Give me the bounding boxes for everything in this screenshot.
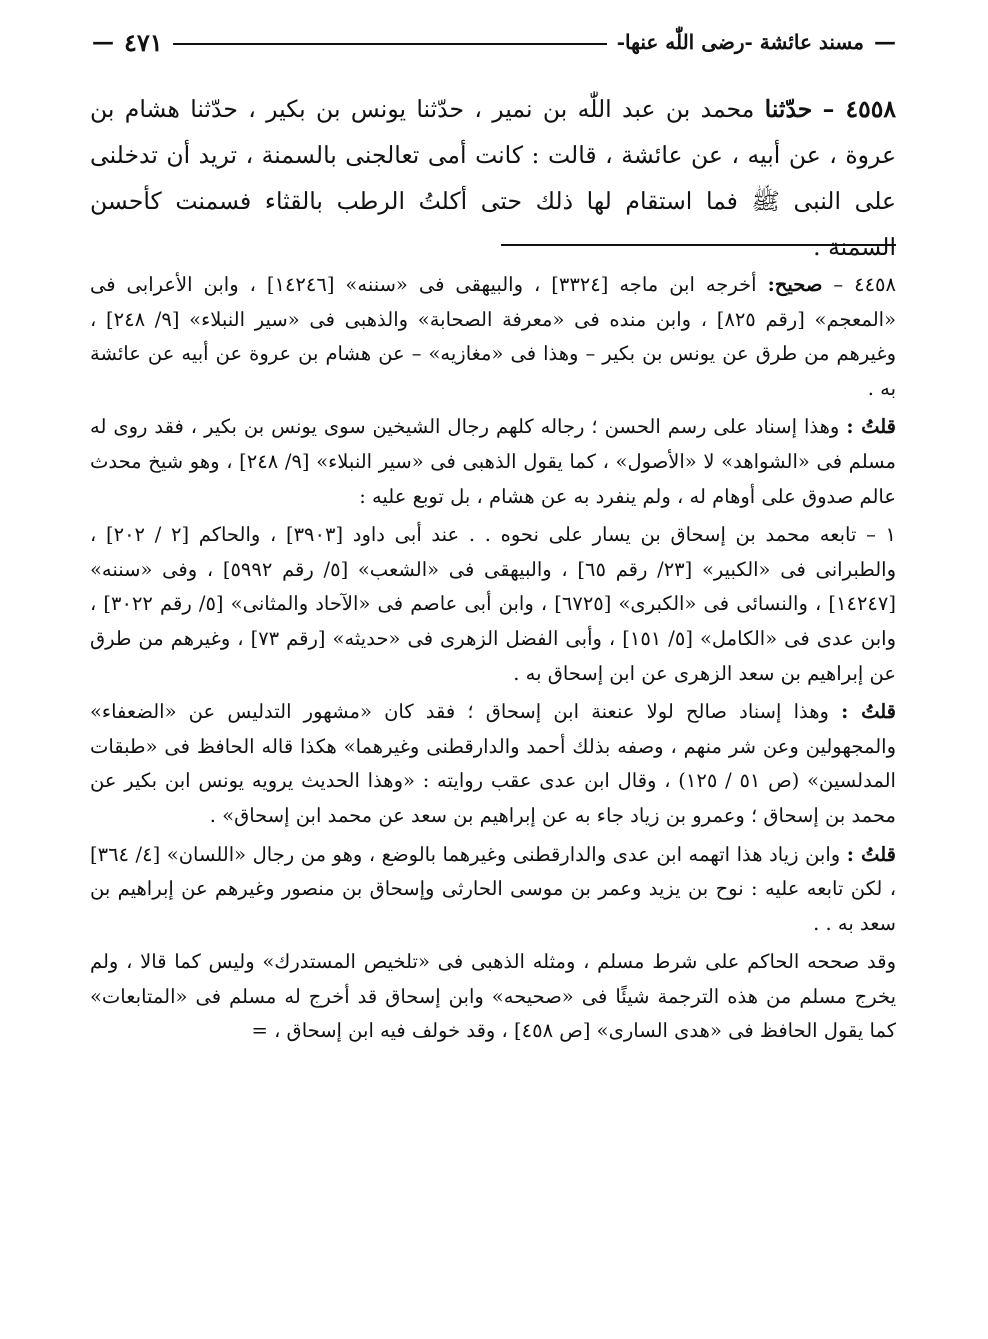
header-dash-right: — — [874, 29, 896, 55]
page-number: ٤٧١ — [124, 27, 163, 57]
note-paragraph-6 — [90, 945, 896, 1049]
note-number: ٤٤٥٨ – — [833, 273, 896, 296]
header-dash-left: — — [92, 29, 114, 55]
footnote-separator — [501, 244, 896, 246]
note-text: وقد صححه الحاكم على شرط مسلم ، ومثله الذهبى فى «تلخيص المستدرك» وليس كما قالا ، ولم يخرج مسلم من هذه الترجمة شيئًا فى «صحيحه» وابن إسحاق قد أخرج له مسلم فى «المتابعات» كما يقول الحافظ فى «هدى السارى» [ص ٤٥٨] ، وقد خولف فيه ابن إسحاق ، = — [90, 950, 896, 1043]
note-text: وهذا إسناد على رسم الحسن ؛ رجاله كلهم رجال الشيخين سوى يونس بن بكير ، فقد روى له مسلم فى «الشواهد» لا «الأصول» ، كما يقول الذهبى فى «سير النبلاء» [٩/ ٢٤٨] ، وهو شيخ محدث عالم صدوق على أوهام له ، ولم ينفرد به عن هشام ، بل توبع عليه : — [90, 415, 896, 508]
note-text: ١ – تابعه محمد بن إسحاق بن يسار على نحوه . . عند أبى داود [٣٩٠٣] ، والحاكم [٢ / ٢٠٢] ، والطبرانى فى «الكبير» [٢٣/ رقم ٦٥] ، والبيهقى فى «الشعب» [٥/ رقم ٥٩٩٢] ، وفى «سننه» [١٤٢٤٧] ، والنسائى فى «الكبرى» [٦٧٢٥] ، وابن أبى عاصم فى «الآحاد والمثانى» [٥/ رقم ٣٠٢٢] ، وابن عدى فى «الكامل» [٥/ ١٥١] ، وأبى الفضل الزهرى فى «حديثه» [رقم ٧٣] ، وغيرهم من طرق عن إبراهيم بن سعد الزهرى عن ابن إسحاق به . — [90, 523, 897, 685]
header-rule — [173, 43, 607, 45]
note-grade: صحيح: — [767, 273, 823, 296]
note-paragraph-5 — [90, 838, 896, 942]
note-text: أخرجه ابن ماجه [٣٣٢٤] ، والبيهقى فى «سننه» [١٤٢٤٦] ، وابن الأعرابى فى «المعجم» [رقم ٨٢٥] ، وابن منده فى «معرفة الصحابة» والذهبى فى «سير النبلاء» [٩/ ٢٤٨] ، وغيرهم من طرق عن يونس بن بكير – وهذا فى «مغازيه» – عن هشام بن عروة عن أبيه عن عائشة به . — [90, 273, 896, 400]
page-header — [92, 22, 896, 62]
footnotes — [90, 268, 896, 1053]
hadith-opening: حدّثنا — [764, 95, 813, 123]
note-lead: قلتُ : — [846, 415, 896, 439]
note-paragraph-3 — [90, 518, 896, 691]
hadith-number: ٤٥٥٨ – — [822, 95, 896, 123]
note-paragraph-1 — [90, 268, 896, 406]
note-text: وابن زياد هذا اتهمه ابن عدى والدارقطنى وغيرهما بالوضع ، وهو من رجال «اللسان» [٤/ ٣٦٤] ، لكن تابعه عليه : نوح بن يزيد وعمر بن موسى الحارثى وإسحاق بن منصور وغيرهم عن إبراهيم بن سعد به . . — [90, 842, 896, 935]
hadith-body: محمد بن عبد اللّٰه بن نمير ، حدّثنا يونس بن بكير ، حدّثنا هشام بن عروة ، عن أبيه ، عن عائشة ، قالت : كانت أمى تعالجنى بالسمنة ، تريد أن تدخلنى على النبى ﷺ فما استقام لها ذلك حتى أكلتُ الرطب بالقثاء فسمنت كأحسن السمنة . — [90, 95, 896, 261]
note-paragraph-2 — [90, 410, 896, 514]
note-lead: قلتُ : — [841, 700, 896, 724]
note-lead: قلتُ : — [846, 842, 896, 866]
running-title: مسند عائشة -رضى اللّٰه عنها- — [616, 30, 864, 54]
note-paragraph-4 — [90, 695, 896, 833]
note-text: وهذا إسناد صالح لولا عنعنة ابن إسحاق ؛ فقد كان «مشهور التدليس عن «الضعفاء» والمجهولين وعن شر منهم ، وصفه بذلك أحمد والدارقطنى وغيرهما» هكذا قاله الحافظ فى «طبقات المدلسين» (ص ٥١ / ١٢٥) ، وقال ابن عدى عقب روايته : «وهذا الحديث يرويه يونس ابن بكير عن محمد بن إسحاق ؛ وعمرو بن زياد جاء به عن إبراهيم بن سعد عن محمد ابن إسحاق» . — [90, 700, 896, 827]
hadith-text — [90, 86, 896, 270]
